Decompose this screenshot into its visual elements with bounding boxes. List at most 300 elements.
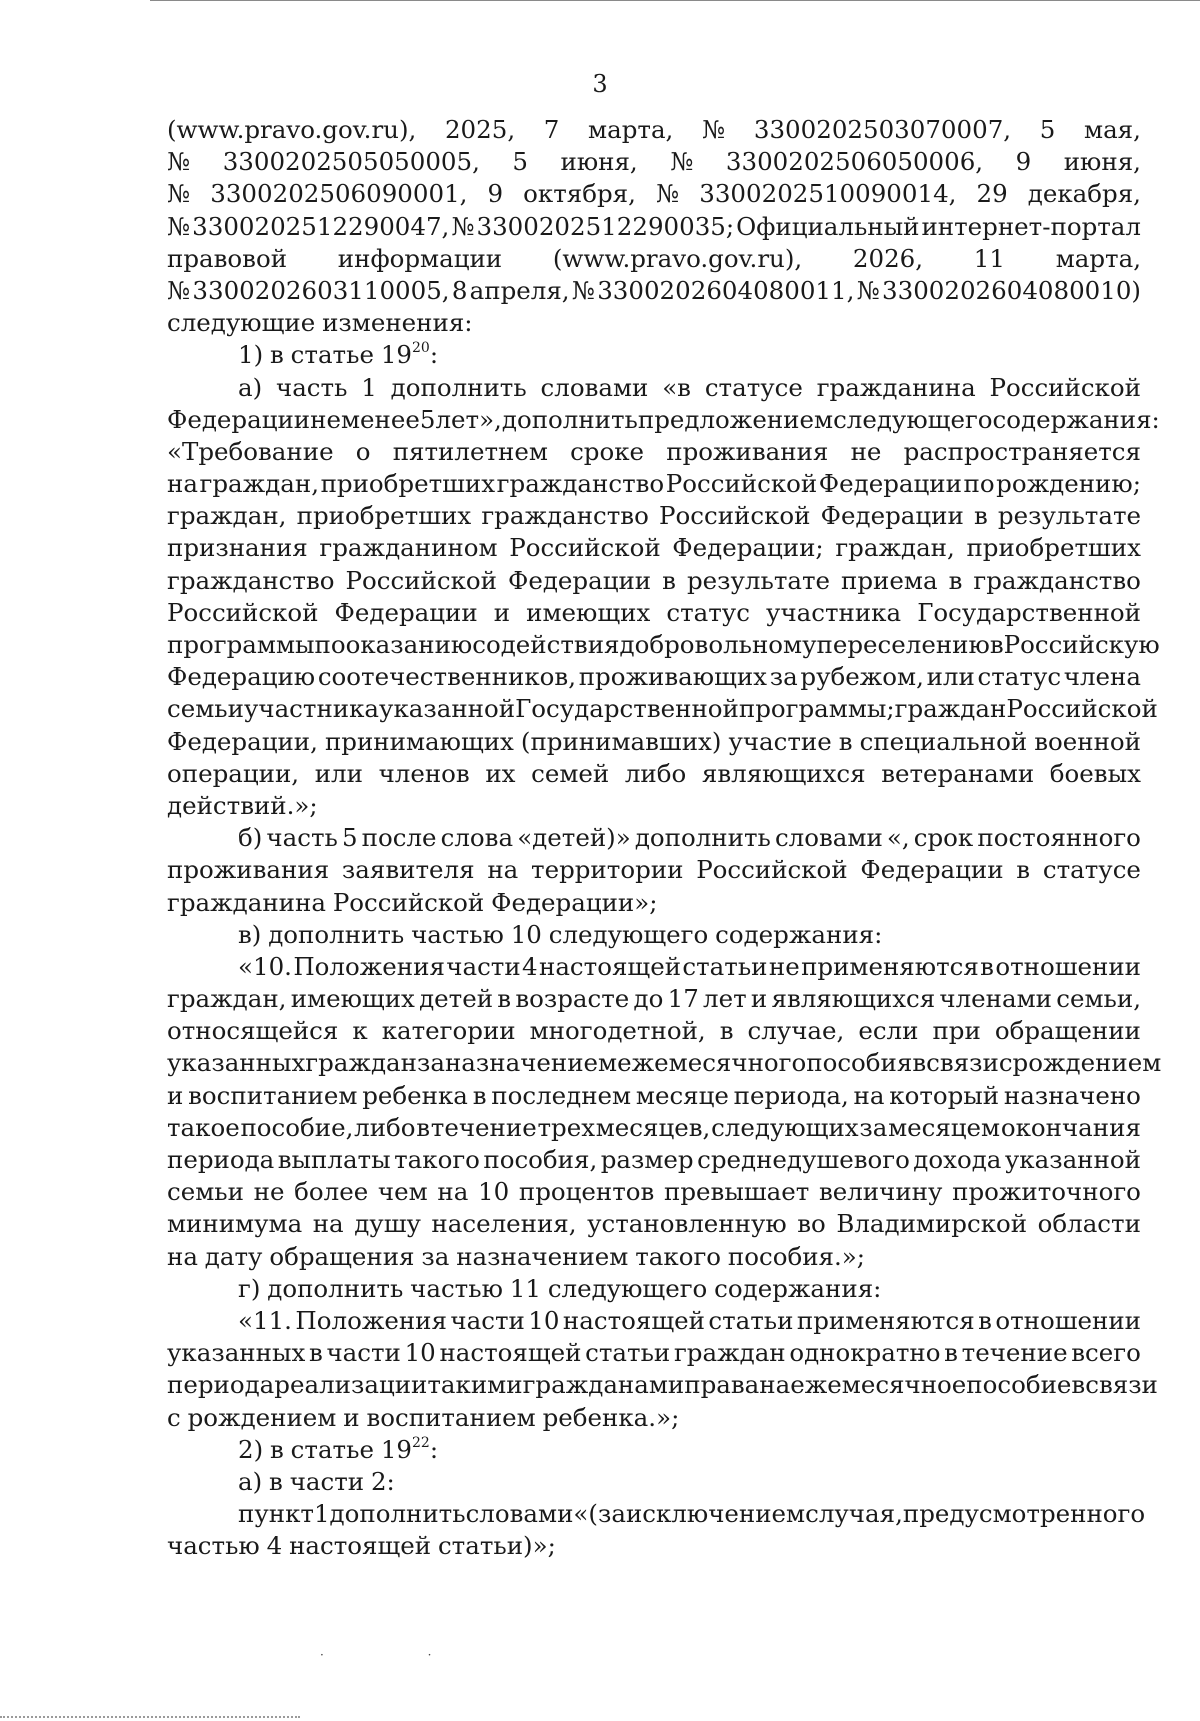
word: реализации [274,1370,428,1400]
word: месяцев, [595,1112,711,1142]
word: в [719,1016,734,1046]
word: 3300202512290047, [192,211,450,241]
word: следующего [548,919,709,949]
word: дату [204,1241,263,1271]
word: отношении [995,1305,1141,1335]
word: семьи [167,694,244,724]
word: установленную [587,1209,787,1239]
word: в [989,630,1004,659]
word: в [270,1434,284,1464]
text-line [167,1498,1146,1530]
word: такое [167,1112,240,1142]
word: гражданина [167,887,326,917]
word: приобретших [296,501,472,531]
word: рождением [187,1402,337,1432]
word: гражданство [167,565,335,595]
word: Российской [332,887,485,917]
word: превышает [664,1177,810,1207]
word: на [487,855,519,885]
word: либо [354,1112,416,1142]
word: (принимавших) [520,726,722,756]
word: ребенка.»; [542,1402,680,1432]
text-line [167,565,1141,597]
word: статус [977,662,1062,692]
word: статье [290,340,374,370]
text-line [167,532,1141,564]
word: гражданство [973,565,1141,595]
text-line [167,629,1160,661]
word: слова [440,823,514,853]
text-line [167,468,1141,500]
word: не [768,951,800,981]
word: 9 [1015,147,1032,177]
word: не [253,1177,285,1207]
word: дополнить [329,1499,466,1529]
word: 3300202604080011, [597,275,855,305]
word: не [310,404,341,434]
word: минимума [167,1209,303,1239]
word: содействия [472,630,620,659]
word: многодетной, [529,1016,706,1046]
word: 4 [266,1531,283,1561]
word: если [858,1016,919,1046]
word: за [769,662,798,692]
word: 1 [313,1499,330,1529]
word: участие [728,726,832,756]
word: приобретших [320,469,496,499]
word: частью [410,1273,503,1303]
word: права [684,1370,760,1400]
word: интернет-портал [921,211,1141,241]
word: 5 [512,147,528,177]
text-line [167,1047,1162,1079]
word: Российской [167,597,319,627]
text-line [167,275,1141,307]
word: связи [926,1048,999,1078]
text-line [167,1369,1158,1401]
word: 3300202506090001, [210,179,468,209]
word: дополнить [267,1273,404,1303]
word: содержания: [715,919,883,949]
word: на [853,1080,885,1110]
word: части [450,1305,525,1335]
text-line [167,1305,1141,1337]
page-number: 3 [592,70,608,98]
word: программы [167,630,315,659]
word: такими [427,1370,523,1400]
word: периода, [733,1080,849,1110]
word: следующего [547,1273,708,1303]
word: граждан, [835,533,955,563]
word: переселению [816,630,990,659]
word: возрасте [515,984,630,1014]
word: который [889,1080,1000,1110]
word: пункт [238,1499,314,1529]
word: добровольному [619,630,817,659]
word: случае, [747,1016,845,1046]
word: рубежом, [800,662,924,692]
word: чем [377,1177,428,1207]
word: не [850,436,882,466]
word: дохода [913,1145,1002,1174]
word: указанных [167,1048,306,1078]
word: № [167,147,191,177]
text-line [167,436,1141,468]
word: следующие [167,308,316,338]
word: «(за [573,1499,626,1529]
word: лет [703,984,747,1014]
word: признания [167,533,308,563]
text-line [167,1402,1141,1434]
word: либо [624,758,687,788]
word: 5 [419,404,436,434]
text-line [167,1241,1141,1273]
text-line [167,243,1141,275]
word: месяцем [888,1112,1001,1142]
word: на [759,1370,791,1400]
word: размер [600,1145,694,1174]
word: июня, [1063,147,1141,177]
word: о [355,436,371,466]
word: «Требование [167,436,334,466]
word: 9 [487,179,504,209]
word: выплаты [277,1145,391,1174]
word: «детей)» [517,823,631,853]
word: изменения: [322,308,473,338]
word: в [912,1048,927,1078]
word: частью [411,919,504,949]
word: Федерации; [672,533,824,563]
word: содержания: [992,404,1160,434]
word: рождением [1012,1048,1162,1078]
word: категории [381,1016,516,1046]
word: постоянного [977,823,1141,853]
word: гражданство [481,501,649,531]
word: последнем [491,1080,632,1110]
word: 3300202510090014, [699,179,957,209]
word: относящейся [167,1016,339,1046]
word: гражданином [319,533,498,563]
word: в [973,501,988,531]
word: трех [537,1112,596,1142]
word: октября, [523,179,636,209]
word: на [167,1241,198,1271]
word: марта, [1055,243,1141,273]
word: 2025, [444,115,516,144]
text-line [167,1144,1141,1176]
word: гражданина [816,372,976,402]
word: 3300202505050005, [222,147,480,177]
word: $19^{22}$: [380,1434,439,1464]
word: окончания [1000,1112,1141,1142]
word: в [1016,855,1031,885]
word: воспитанием [366,1402,536,1432]
word: прожиточного [952,1177,1141,1207]
word: статье [290,1434,374,1464]
text-line [167,404,1160,436]
word: Федерации, [167,726,318,756]
word: такого [635,1241,722,1271]
word: часть [266,823,338,853]
word: граждан, [167,984,287,1014]
word: величину [818,1177,943,1207]
word: менее [340,404,420,434]
word: назначено [1003,1080,1141,1110]
word: Положения [295,1305,447,1335]
word: Российскую [1003,630,1160,659]
scan-top-edge [150,0,1200,1]
word: обращении [994,1016,1141,1046]
word: имеющих [290,984,415,1014]
superscript-number: 20 [412,340,430,357]
word: дополнить [634,823,771,853]
word: следующего [833,404,993,434]
text-line [167,758,1141,790]
word: отношении [995,951,1141,981]
word: Российской [659,501,811,531]
word: «10. [238,951,292,981]
word: периода [167,1145,275,1174]
scan-specks: · · [320,1648,482,1662]
word: воспитанием [188,1080,358,1110]
word: пособия [806,1048,913,1078]
text-line [167,1337,1141,1369]
word: всего [1071,1338,1141,1368]
word: № [670,147,694,177]
text-line [167,951,1141,983]
word: следующих [711,1112,859,1142]
word: и [750,984,768,1014]
word: предложением [637,404,834,434]
word: территории [531,855,684,885]
word: и [167,1080,184,1110]
text-line [167,726,1141,758]
word: № [702,115,726,144]
word: 17 [667,984,699,1014]
word: распространяется [903,436,1141,466]
text-line [167,1112,1141,1144]
word: населения, [431,1209,577,1239]
word: гражданство [496,469,665,499]
word: 10 [404,1338,436,1368]
word: мая, [1084,115,1141,144]
word: Федерацию [167,662,316,692]
word: результате [686,565,831,595]
word: указанных [167,1338,306,1368]
word: 10 [528,1305,560,1335]
word: 3300202512290035; [476,211,735,241]
word: с [167,1402,181,1432]
word: и [493,597,511,627]
word: указанной [1004,1145,1141,1174]
word: однократно [789,1338,941,1368]
word: за [859,1112,888,1142]
word: настоящей [289,1531,432,1561]
word: информации [337,243,503,273]
text-line [167,887,1141,919]
word: при [932,1016,981,1046]
word: Федерации [167,404,311,434]
text-line [167,1080,1141,1112]
word: 11 [973,243,1005,273]
word: пособие, [240,1112,354,1142]
scan-bottom-edge [0,1716,300,1718]
word: применяются [801,951,979,981]
word: члена [1063,662,1141,692]
word: детей [419,984,494,1014]
word: с [998,1048,1013,1078]
text-line [167,307,1141,339]
word: а) [238,1466,263,1496]
word: семей [531,758,610,788]
text-line [167,790,1141,822]
word: их [485,758,516,788]
word: в [838,726,853,756]
word: частью [167,1531,260,1561]
word: такого [394,1145,480,1174]
word: настоящей [539,951,682,981]
word: № [167,179,191,209]
word: № [656,179,680,209]
word: в [1071,1370,1086,1400]
word: пособие [966,1370,1072,1400]
word: по [314,630,346,659]
word: гражданами [522,1370,685,1400]
text-line [167,693,1158,725]
text-line [167,822,1141,854]
word: апреля, [469,275,570,305]
text-line [167,146,1141,178]
word: статьи [708,1305,794,1335]
word: ребенка [362,1080,468,1110]
word: 29 [976,179,1008,209]
word: статьи [585,1338,671,1368]
word: в [472,1080,487,1110]
word: правовой [167,243,288,273]
word: в [416,1112,431,1142]
text-line [167,1273,1141,1305]
word: более [294,1177,369,1207]
word: 8 [451,275,468,305]
word: пособия, [483,1145,598,1174]
word: Российской [696,855,848,885]
word: Российской [665,469,818,499]
word: Государственной [917,597,1141,627]
text-line [167,178,1141,210]
word: № [571,275,595,305]
word: статусе [704,372,803,402]
word: статус [666,597,750,627]
word: за [421,1241,450,1271]
word: приема [841,565,938,595]
word: июня, [560,147,638,177]
text-line [167,597,1141,629]
word: применяются [796,1305,975,1335]
word: процентов [518,1177,655,1207]
word: предусмотренного [902,1499,1146,1529]
word: Федерации [820,501,964,531]
word: в [978,1305,992,1335]
word: и [343,1402,360,1432]
word: на [312,1209,344,1239]
word: результате [997,501,1141,531]
word: Российской [989,372,1141,402]
word: операции, [167,758,300,788]
word: части [289,1466,365,1496]
word: 2: [370,1466,395,1496]
word: проживающих [578,662,767,692]
word: имеющих [526,597,651,627]
word: г) [238,1273,261,1303]
word: 5 [1039,115,1056,144]
word: пособия.»; [727,1241,866,1271]
word: на [437,1177,469,1207]
word: № [856,275,880,305]
word: после [361,823,437,853]
word: дополнить [501,404,638,434]
word: исключением [625,1499,806,1529]
text-line [167,1208,1141,1240]
word: 3300202503070007, [753,115,1012,144]
text-line [167,1015,1141,1047]
word: проживания [167,855,330,885]
word: статьи [682,951,768,981]
word: 7 [543,115,560,144]
text-line [167,854,1141,886]
word: течение [430,1112,537,1142]
word: Федерации [334,597,478,627]
word: специальной [859,726,1028,756]
word: соотечественников, [317,662,576,692]
word: связи [1085,1370,1158,1400]
word: рождению; [996,469,1141,499]
word: 10 [478,1177,510,1207]
text-line [167,1434,1141,1466]
word: действий.»; [167,790,318,820]
word: «, [886,823,910,853]
word: семьи, [1056,984,1141,1014]
word: граждан, [199,469,319,499]
word: 1) [238,340,264,370]
word: а) [238,372,263,402]
text-line [167,1176,1141,1208]
document-body [167,114,1162,1562]
word: заявителя [341,855,475,885]
text-line [167,1466,1141,1498]
word: статусе [1042,855,1141,885]
word: во [797,1209,826,1239]
text-line [167,339,1141,371]
word: лет», [435,404,502,434]
word: в [980,951,994,981]
word: Федерации [818,469,962,499]
word: участника [766,597,902,627]
word: в [948,565,963,595]
word: статьи)»; [437,1531,556,1561]
word: за [416,1048,445,1078]
word: 3300202506050006, [725,147,984,177]
word: участника [243,694,380,724]
word: или [314,758,363,788]
word: являющихся [701,758,866,788]
word: в) [238,919,262,949]
word: часть [276,372,348,402]
word: 3300202603110005, [192,275,450,305]
word: граждан [894,694,1007,724]
word: течение [961,1338,1068,1368]
word: словами [774,823,883,853]
word: периода [167,1370,275,1400]
